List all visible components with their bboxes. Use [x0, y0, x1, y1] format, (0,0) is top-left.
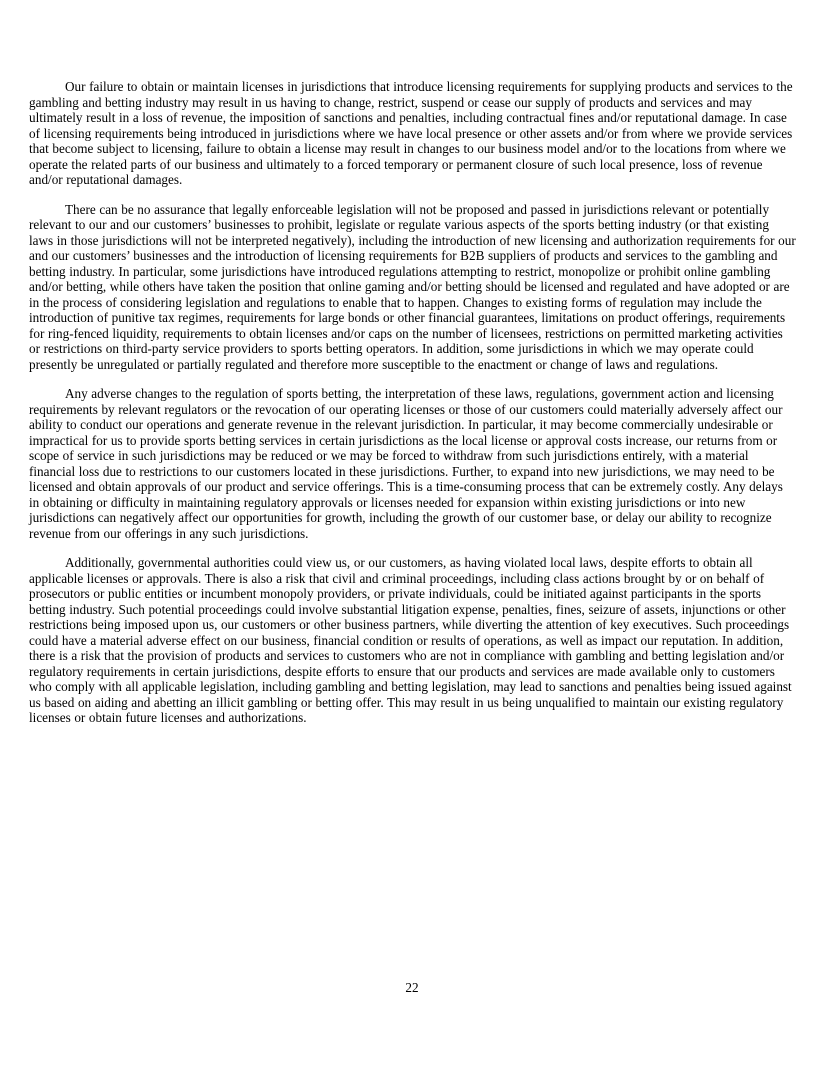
risk-paragraph-licensing-requirements: Our failure to obtain or maintain licenses in jurisdictions that introduce licensing requirements for supplying products and services to the gambling and betting industry may result in us having to change, restrict, suspend or cease our supply of products and services and may ultimately result in a loss of revenue, the imposition of sanctions and penalties, including contractual fines and/or reputational damage. In case of licensing requirements being introduced in jurisdictions where we have local presence or other assets and/or from where we provide services that become subject to licensing, failure to obtain a license may result in changes to our business model and/or to the locations from where we operate the related parts of our business and ultimately to a forced temporary or permanent closure of such local presence, loss of revenue and/or reputational damages. [29, 79, 793, 187]
risk-paragraph-adverse-regulation-changes: Any adverse changes to the regulation of sports betting, the interpretation of these laws, regulations, government action and licensing requirements by relevant regulators or the revocation of our operating licenses or those of our customers could materially adversely affect our ability to conduct our operations and generate revenue in the relevant jurisdiction. In particular, it may become commercially undesirable or impractical for us to provide sports betting services in certain jurisdictions as the local license or approval costs increase, our returns from or scope of service in such jurisdictions may be reduced or we may be forced to withdraw from such jurisdictions entirely, with a material financial loss due to restrictions to our customers located in these jurisdictions. Further, to expand into new jurisdictions, we may need to be licensed and obtain approvals of our product and service offerings. This is a time-consuming process that can be extremely costly. Any delays in obtaining or difficulty in maintaining regulatory approvals or licenses needed for expansion within existing jurisdictions or into new jurisdictions can negatively affect our opportunities for growth, including the growth of our customer base, or delay our ability to recognize revenue from our offerings in any such jurisdictions. [29, 386, 783, 541]
risk-paragraph-governmental-authorities: Additionally, governmental authorities could view us, or our customers, as having violated local laws, despite efforts to obtain all applicable licenses or approvals. There is also a risk that civil and criminal proceedings, including class actions brought by or on behalf of prosecutors or public entities or incumbent monopoly providers, or private individuals, could be initiated against participants in the sports betting industry. Such potential proceedings could involve substantial litigation expense, penalties, fines, seizure of assets, injunctions or other restrictions being imposed upon us, our customers or other business partners, while diverting the attention of key executives. Such proceedings could have a material adverse effect on our business, financial condition or results of operations, as well as impact our reputation. In addition, there is a risk that the provision of products and services to customers who are not in compliance with gambling and betting legislation and/or regulatory requirements in certain jurisdictions, despite efforts to ensure that our products and services are made available only to customers who comply with all applicable legislation, including gambling and betting legislation, may lead to sanctions and penalties being issued against us based on aiding and abetting an illicit gambling or betting offer. This may result in us being unqualified to maintain our existing regulatory licenses or obtain future licenses and authorizations. [29, 555, 792, 725]
risk-paragraph-legislation-assurance: There can be no assurance that legally enforceable legislation will not be proposed and passed in jurisdictions relevant or potentially relevant to our and our customers’ businesses to prohibit, legislate or regulate various aspects of the sports betting industry (or that existing laws in those jurisdictions will not be interpreted negatively), including the introduction of new licensing and authorization requirements for our and our customers’ businesses and the introduction of licensing requirements for B2B suppliers of products and services to the gambling and betting industry. In particular, some jurisdictions have introduced regulations attempting to restrict, monopolize or prohibit online gambling and/or betting, while others have taken the position that online gaming and/or betting should be licensed and regulated and have adopted or are in the process of considering legislation and regulations to enable that to happen. Changes to existing forms of regulation may include the introduction of punitive tax regimes, requirements for large bonds or other financial guarantees, limitations on product offerings, requirements for ring-fenced liquidity, requirements to obtain licenses and/or caps on the number of licensees, restrictions on permitted marketing activities or restrictions on third-party service providers to sports betting operators. In addition, some jurisdictions in which we may operate could presently be unregulated or partially regulated and therefore more susceptible to the enactment or change of laws and regulations. [29, 201, 796, 372]
document-body [29, 79, 796, 740]
page-number: 22 [405, 980, 419, 995]
